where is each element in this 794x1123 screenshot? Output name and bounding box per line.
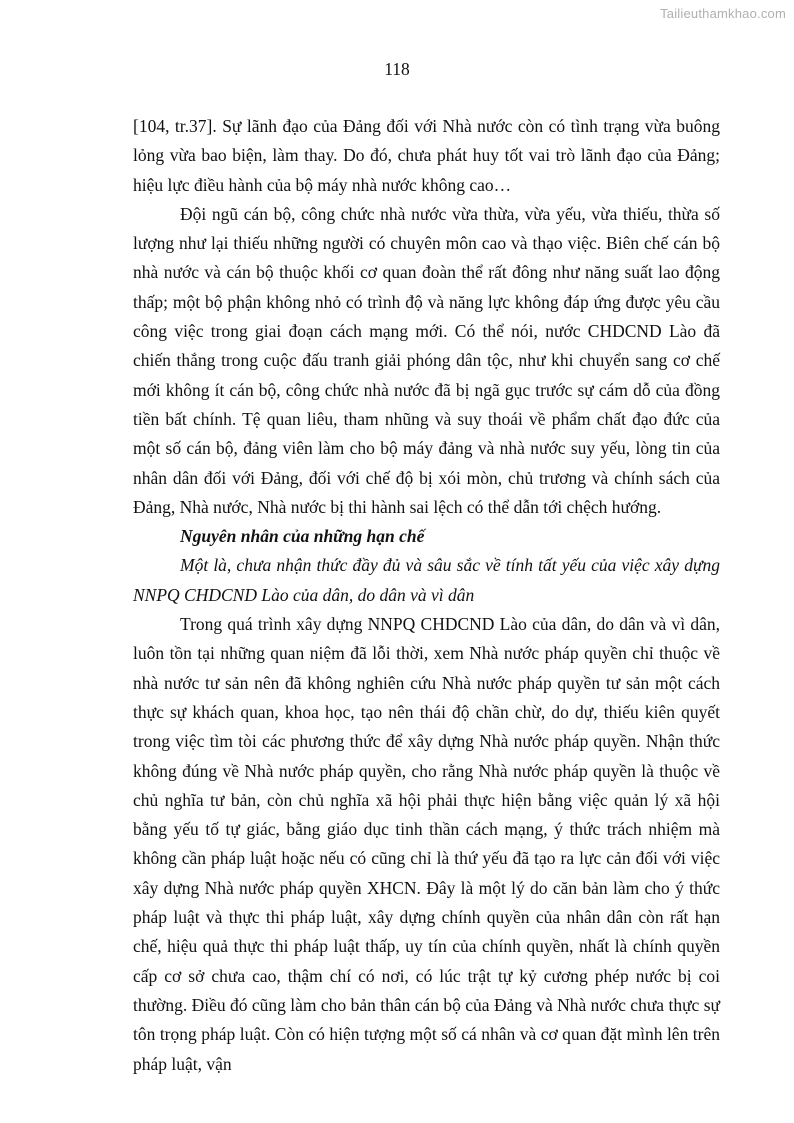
section-heading: Nguyên nhân của những hạn chế xyxy=(180,526,425,547)
paragraph-cause-one: Trong quá trình xây dựng NNPQ CHDCND Lào của dân, do dân và vì dân, luôn tồn tại những quan niệm đã lỗi thời, xem Nhà nước pháp quyền chỉ thuộc về nhà nước tư sản nên đã không nghiên cứu Nhà nước pháp quyền tư sản một cách thực sự khách quan, khoa học, tạo nên thái độ chần chừ, do dự, thiếu kiên quyết trong việc tìm tòi các phương thức để xây dựng Nhà nước pháp quyền. Nhận thức không đúng về Nhà nước pháp quyền, cho rằng Nhà nước pháp quyền là thuộc về chủ nghĩa tư bản, còn chủ nghĩa xã hội phải thực hiện bằng việc quản lý xã hội bằng yếu tố tự giác, bằng giáo dục tinh thần cách mạng, ý thức trách nhiệm mà không cần pháp luật hoặc nếu có cũng chỉ là thứ yếu đã tạo ra lực cản đối với việc xây dựng Nhà nước pháp quyền XHCN. Đây là một lý do căn bản làm cho ý thức pháp luật và thực thi pháp luật, xây dựng chính quyền của nhân dân còn rất hạn chế, hiệu quả thực thi pháp luật thấp, uy tín của chính quyền, nhất là chính quyền cấp cơ sở chưa cao, thậm chí có nơi, có lúc trật tự kỷ cương phép nước bị coi thường. Điều đó cũng làm cho bản thân cán bộ của Đảng và Nhà nước chưa thực sự tôn trọng pháp luật. Còn có hiện tượng một số cá nhân và cơ quan đặt mình lên trên pháp luật, vận xyxy=(133,614,720,1074)
watermark-text: Tailieuthamkhao.com xyxy=(660,6,786,21)
section-subheading: Một là, chưa nhận thức đầy đủ và sâu sắc về tính tất yếu của việc xây dựng NNPQ CHDCND Lào của dân, do dân và vì dân xyxy=(133,555,720,605)
paragraph-staff-issues: Đội ngũ cán bộ, công chức nhà nước vừa thừa, vừa yếu, vừa thiếu, thừa số lượng như lại thiếu những người có chuyên môn cao và thạo việc. Biên chế cán bộ nhà nước và cán bộ thuộc khối cơ quan đoàn thể rất đông như năng suất lao động thấp; một bộ phận không nhỏ có trình độ và năng lực không đáp ứng được yêu cầu công việc trong giai đoạn cách mạng mới. Có thể nói, nước CHDCND Lào đã chiến thắng trong cuộc đấu tranh giải phóng dân tộc, như khi chuyển sang cơ chế mới không ít cán bộ, công chức nhà nước đã bị ngã gục trước sự cám dỗ của đồng tiền bất chính. Tệ quan liêu, tham nhũng và suy thoái về phẩm chất đạo đức của một số cán bộ, đảng viên làm cho bộ máy đảng và nhà nước suy yếu, lòng tin của nhân dân đối với Đảng, đối với chế độ bị xói mòn, chủ trương và chính sách của Đảng, Nhà nước, Nhà nước bị thi hành sai lệch có thể dẫn tới chệch hướng. xyxy=(133,203,720,517)
page-number: 118 xyxy=(384,59,410,79)
document-body xyxy=(133,112,720,1079)
paragraph-continuation: [104, tr.37]. Sự lãnh đạo của Đảng đối với Nhà nước còn có tình trạng vừa buông lỏng vừa bao biện, làm thay. Do đó, chưa phát huy tốt vai trò lãnh đạo của Đảng; hiệu lực điều hành của bộ máy nhà nước không cao… xyxy=(133,116,720,195)
